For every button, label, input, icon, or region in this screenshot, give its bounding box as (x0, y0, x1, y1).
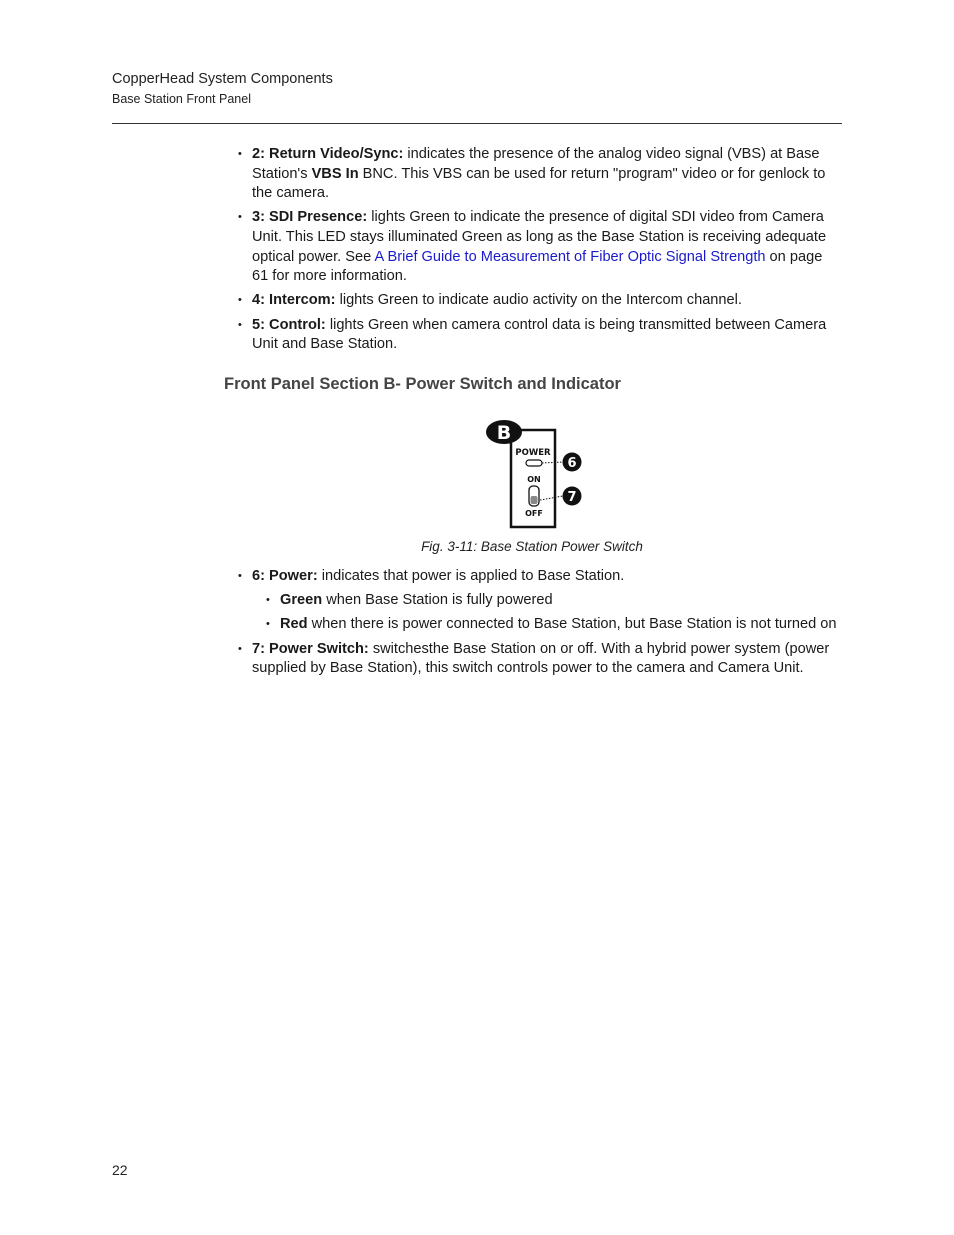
sublist-item-green (266, 591, 842, 611)
item-label: 7: Power Switch: (252, 640, 369, 657)
item-text: lights Green to indicate the presence of digital SDI video from Camera Unit. This LED stays illuminated Green as long as the Base Station is receiving adequate optical power. See (252, 209, 827, 265)
fiber-guide-link[interactable]: A Brief Guide to Measurement of Fiber Optic Signal Strength (374, 248, 766, 265)
item-text: lights Green to indicate audio activity on the Intercom channel. (335, 292, 742, 309)
item-label: 3: SDI Presence: (252, 209, 368, 226)
item-text: BNC. This VBS can be used for return "program" video or for genlock to the camera. (252, 165, 826, 202)
section-b-letter: B (496, 422, 512, 444)
item-text: lights Green when camera control data is being transmitted between Camera Unit and Base Station. (252, 316, 827, 353)
list-item-sdi-presence (238, 208, 842, 286)
item-text: indicates that power is applied to Base Station. (317, 568, 625, 584)
switch-lever (531, 496, 538, 504)
sublist-item-red (266, 615, 842, 635)
item-label: 2: Return Video/Sync: (252, 146, 404, 162)
callout-7-number: 7 (567, 490, 577, 505)
item-text: when there is power connected to Base Station, but Base Station is not turned on (307, 616, 837, 633)
list-item-power (238, 567, 842, 635)
item-label: 6: Power: (252, 568, 318, 584)
page-number: 22 (112, 1162, 128, 1178)
item-bold-term: VBS In (311, 165, 359, 182)
power-color-sublist (252, 591, 842, 635)
running-header-title: CopperHead System Components (112, 71, 333, 87)
on-label: ON (527, 475, 541, 484)
list-item-return-video (238, 145, 842, 204)
item-label: 5: Control: (252, 316, 326, 333)
list-item-intercom (238, 291, 842, 311)
item-label: Green (280, 592, 323, 609)
running-header-subtitle: Base Station Front Panel (112, 92, 251, 106)
item-text: indicates the presence of the analog video signal (VBS) at Base Station's (252, 146, 820, 182)
list-item-control (238, 316, 842, 355)
callout-6-number: 6 (567, 456, 577, 471)
item-text: on page 61 for more information. (252, 248, 823, 285)
item-text: switchesthe Base Station on or off. With a hybrid power system (power supplied by Base Station), this switch controls power to the camera and Camera Unit. (252, 640, 830, 677)
power-switch-figure (484, 416, 584, 532)
header-rule (112, 123, 842, 124)
indicator-bullet-list (238, 145, 842, 359)
list-item-power-switch (238, 640, 842, 679)
power-led (526, 460, 542, 466)
power-bullet-list (238, 567, 842, 683)
item-label: Red (280, 616, 308, 633)
figure-caption (0, 539, 954, 554)
off-label: OFF (525, 509, 543, 518)
item-label: 4: Intercom: (252, 292, 336, 309)
power-label: POWER (515, 448, 551, 458)
caption-text: Fig. 3-11: Base Station Power Switch (421, 539, 643, 554)
item-text: when Base Station is fully powered (322, 592, 553, 609)
section-heading: Front Panel Section B- Power Switch and Indicator (224, 375, 621, 393)
